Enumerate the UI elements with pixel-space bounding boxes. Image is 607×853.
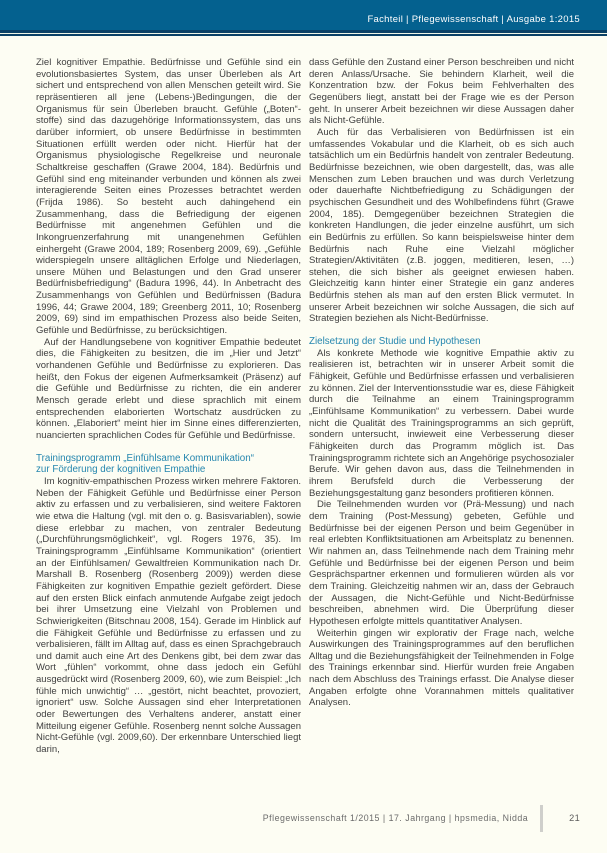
header-stripe-dark-bottom: [0, 34, 607, 36]
paragraph-action-level: Auf der Handlungsebene von kognitiver Empathie bedeutet dies, die Fähigkeiten zu besitzen, die im „Hier und Jetzt“ vorhandenen Gefühle und Bedürfnisse zu explorieren. Das heißt, den Fokus der eigenen Aufmerksamkeit (Präsenz) auf die Gefühle und Bedürfnisse zu richten, die ein anderer Mensch gerade erlebt und diese sprachlich mit einem entsprechenden elaborierten Wortschatz ausdrücken zu können. „Elaboriert“ meint hier im Sinne eines differenzierten, nuancierten sprachlichen Codes für Gefühle und Bedürfnisse.: [36, 336, 301, 441]
section-heading-study-goals: Zielsetzung der Studie und Hypothesen: [309, 336, 481, 348]
left-column: [36, 57, 301, 802]
page-footer: [0, 803, 607, 833]
paragraph-explorative-question: Weiterhin gingen wir explorativ der Frage nach, welche Auswirkungen des Trainingsprogrammes auf den beruflichen Alltag und die Beziehungsfähigkeit der Teilnehmenden in Folge des Trainings erkennbar sind. Hierfür wurden freie Angaben nach dem Abschluss des Trainings erfasst. Die Analyse dieser Angaben erfolgte ohne Vorannahmen mittels qualitativer Analysen.: [309, 627, 574, 709]
footer-divider: [540, 805, 543, 832]
right-column: [309, 57, 574, 802]
paragraph-study-method: Als konkrete Methode wie kognitive Empathie aktiv zu realisieren ist, betrachten wir in unserer Arbeit somit die Fähigkeit, Gefühle und Bedürfnisse erfassen und verbalisieren zu können. Ziel der Interventionsstudie war es, diese Fähigkeit durch die Teilnahme an einem Trainingsprogramm „Einfühlsame Kommunikation“ zu verbessern. Dabei wurde nicht die Qualität des Trainingsprogramms an sich geprüft, sondern untersucht, inwieweit eine Verbesserung dieser Fähigkeiten durch das Programm möglich ist. Das Trainingsprogramm richtete sich an Angehörige psychosozialer Berufe. Wir gehen davon aus, dass die Teilnehmenden in ihrem Berufsfeld durch die Verbesserung der Beziehungsgestaltung ganz besonders profitieren können.: [309, 347, 574, 499]
footer-journal-line: Pflegewissenschaft 1/2015 | 17. Jahrgang | hpsmedia, Nidda: [262, 813, 529, 823]
footer-page-number: 21: [569, 813, 580, 823]
paragraph-training-process: Im kognitiv-empathischen Prozess wirken mehrere Faktoren. Neben der Fähigkeit Gefühle und Bedürfnisse einer Person aktiv zu erfassen und zu verbalisieren, sind weitere Faktoren wie etwa die Haltung (vgl. mit den o. g. Basisvariablen), sowie diese erlebbar zu machen, von zentraler Bedeutung („Durchführungsmöglichkeit“, vgl. Rogers 1976, 35). Im Trainingsprogramm „Einfühlsame Kommunikation“ (orientiert an der Einfühlsamen/ Gewaltfreien Kommunikation nach Dr. Marshall B. Rosenberg (Rosenberg 2009)) werden diese Fähigkeiten zur kognitiven Empathie gezielt gefördert. Diese auf den ersten Blick einfach anmutende Aufgabe zeigt jedoch bei ihrer Umsetzung eine Vielzahl von Problemen und Schwierigkeiten (Bitschnau 2008, 154). Gerade im Hinblick auf die Fähigkeit Gefühle und Bedürfnisse zu erfassen und zu verbalisieren, fällt im Alltag auf, dass es einen Sprachgebrauch und damit auch eine Art des Denkens gibt, bei dem zwar das Wort „fühlen“ vorkommt, ohne dass jedoch ein Gefühl ausgedrückt wird (Rosenberg 2009, 60), wie zum Beispiel: „Ich fühle mich unwichtig“ … „gestört, nicht beachtet, provoziert, ignoriert“ usw. Solche Aussagen sind eher Interpretationen oder Bewertungen des Verhaltens anderer, anstatt einer Mitteilung eigener Gefühle. Rosenberg nennt solche Aussagen Nicht-Gefühle (vgl. 2009,60). Der erkennbare Unterschied liegt darin,: [36, 475, 301, 756]
section-heading-training-line1: Trainingsprogramm „Einfühlsame Kommunikation“: [36, 452, 254, 464]
header-issue-line: Fachteil | Pflegewissenschaft | Ausgabe 1:2015: [367, 14, 580, 25]
section-heading-training-program: [36, 453, 301, 476]
paragraph-pre-post-measurement: Die Teilnehmenden wurden vor (Prä-Messung) und nach dem Training (Post-Messung) gebeten, Gefühle und Bedürfnisse bei der eigenen Person und beim Gegenüber in real erlebten Konfliktsituationen am Arbeitsplatz zu benennen. Wir nahmen an, dass Teilnehmende nach dem Training mehr Gefühle und Bedürfnisse bei der eigenen Person und beim Gesprächspartner erkennen und formulieren würden als vor dem Training. Gleichzeitig nahmen wir an, dass der Gebrauch der Aussagen, die Nicht-Gefühle und Nicht-Bedürfnisse beschreiben, abnehmen wird. Die Überprüfung dieser Hypothesen erfolgte mittels quantitativer Analysen.: [309, 499, 574, 627]
paragraph-non-feelings: dass Gefühle den Zustand einer Person beschreiben und nicht deren Anlass/Ursache. Sie behindern Klarheit, weil die Konzentration bzw. der Fokus beim Fehlverhalten des Gegenübers liegt, anstatt bei der Frage wie es der Person geht. In unserer Arbeit bezeichnen wir diese Aussagen daher als Nicht-Gefühle.: [309, 57, 574, 127]
paragraph-empathy-goal: Ziel kognitiver Empathie. Bedürfnisse und Gefühle sind ein evolutionsbasiertes System, das unser Überleben als Art sichert und entsprechend von allen Menschen geteilt wird. Sie repräsentieren all jene (Lebens-)Bedingungen, die der Organismus für sein Überleben braucht. Gefühle („Boten“-stoffe) sind das dazugehörige Informationssystem, das uns darüber informiert, ob unsere Bedürfnisse in bestimmten Situationen erfüllt werden oder nicht. Hierfür hat der Organismus physiologische Regelkreise und neuronale Schaltkreise geschaffen (Grawe 2004, 184). Bedürfnis und Gefühl sind eng miteinander verbunden und können als zwei interagierende Seiten eines Prozesses betrachtet werden (Frijda 1986). So besteht auch dahingehend ein Zusammenhang, dass die Befriedigung der eigenen Bedürfnisse mit angenehmen Gefühlen und die Inkongruenzerfahrung mit unangenehmen Gefühlen einhergeht (Grawe 2004, 189; Rosenberg 2009, 69). „Gefühle widerspiegeln unsere alltäglichen Erfolge und Niederlagen, unsere Mühen und Belastungen und den Grad unserer Bedürfnisbefriedigung“ (Badura 1996, 44). In Anbetracht des Zusammenhangs von Gefühlen und Bedürfnissen (Badura 1996, 44; Grawe 2004, 189; Greenberg 2011, 10; Rosenberg 2009, 69) sind im empathischen Prozess also beide Seiten, Gefühle und Bedürfnisse, zu berücksichtigen.: [36, 57, 301, 337]
paragraph-needs-vocabulary: Auch für das Verbalisieren von Bedürfnissen ist ein umfassendes Vokabular und die Klarheit, ob es sich auch tatsächlich um ein Bedürfnis handelt von zentraler Bedeutung. Bedürfnisse bezeichnen, wie oben dargestellt, das, was alle Menschen zum Leben brauchen und was durch Verletzung oder dauerhafte Nichtbefriedigung zu Schädigungen der psychischen Gesundheit und des Wohlbefindens führt (Grawe 2004, 185). Demgegenüber bezeichnen Strategien die konkreten Handlungen, die jeder einzelne ausführt, um sich ein Bedürfnis zu erfüllen. So kann beispielsweise hinter dem Bedürfnis nach Ruhe eine Vielzahl möglicher Strategien/Aktivitäten (z.B. joggen, meditieren, lesen, …) stehen, die sich bisher als geeignet erwiesen haben. Gleichzeitig kann hinter einer Strategie ein ganz anderes Bedürfnis stehen als man auf den ersten Blick vermutet. In unserer Arbeit bezeichnen wir solche Aussagen, die sich auf Strategien beziehen als Nicht-Bedürfnisse.: [309, 126, 574, 325]
header-bar: [0, 0, 607, 30]
section-heading-training-line2: zur Förderung der kognitiven Empathie: [36, 464, 206, 476]
